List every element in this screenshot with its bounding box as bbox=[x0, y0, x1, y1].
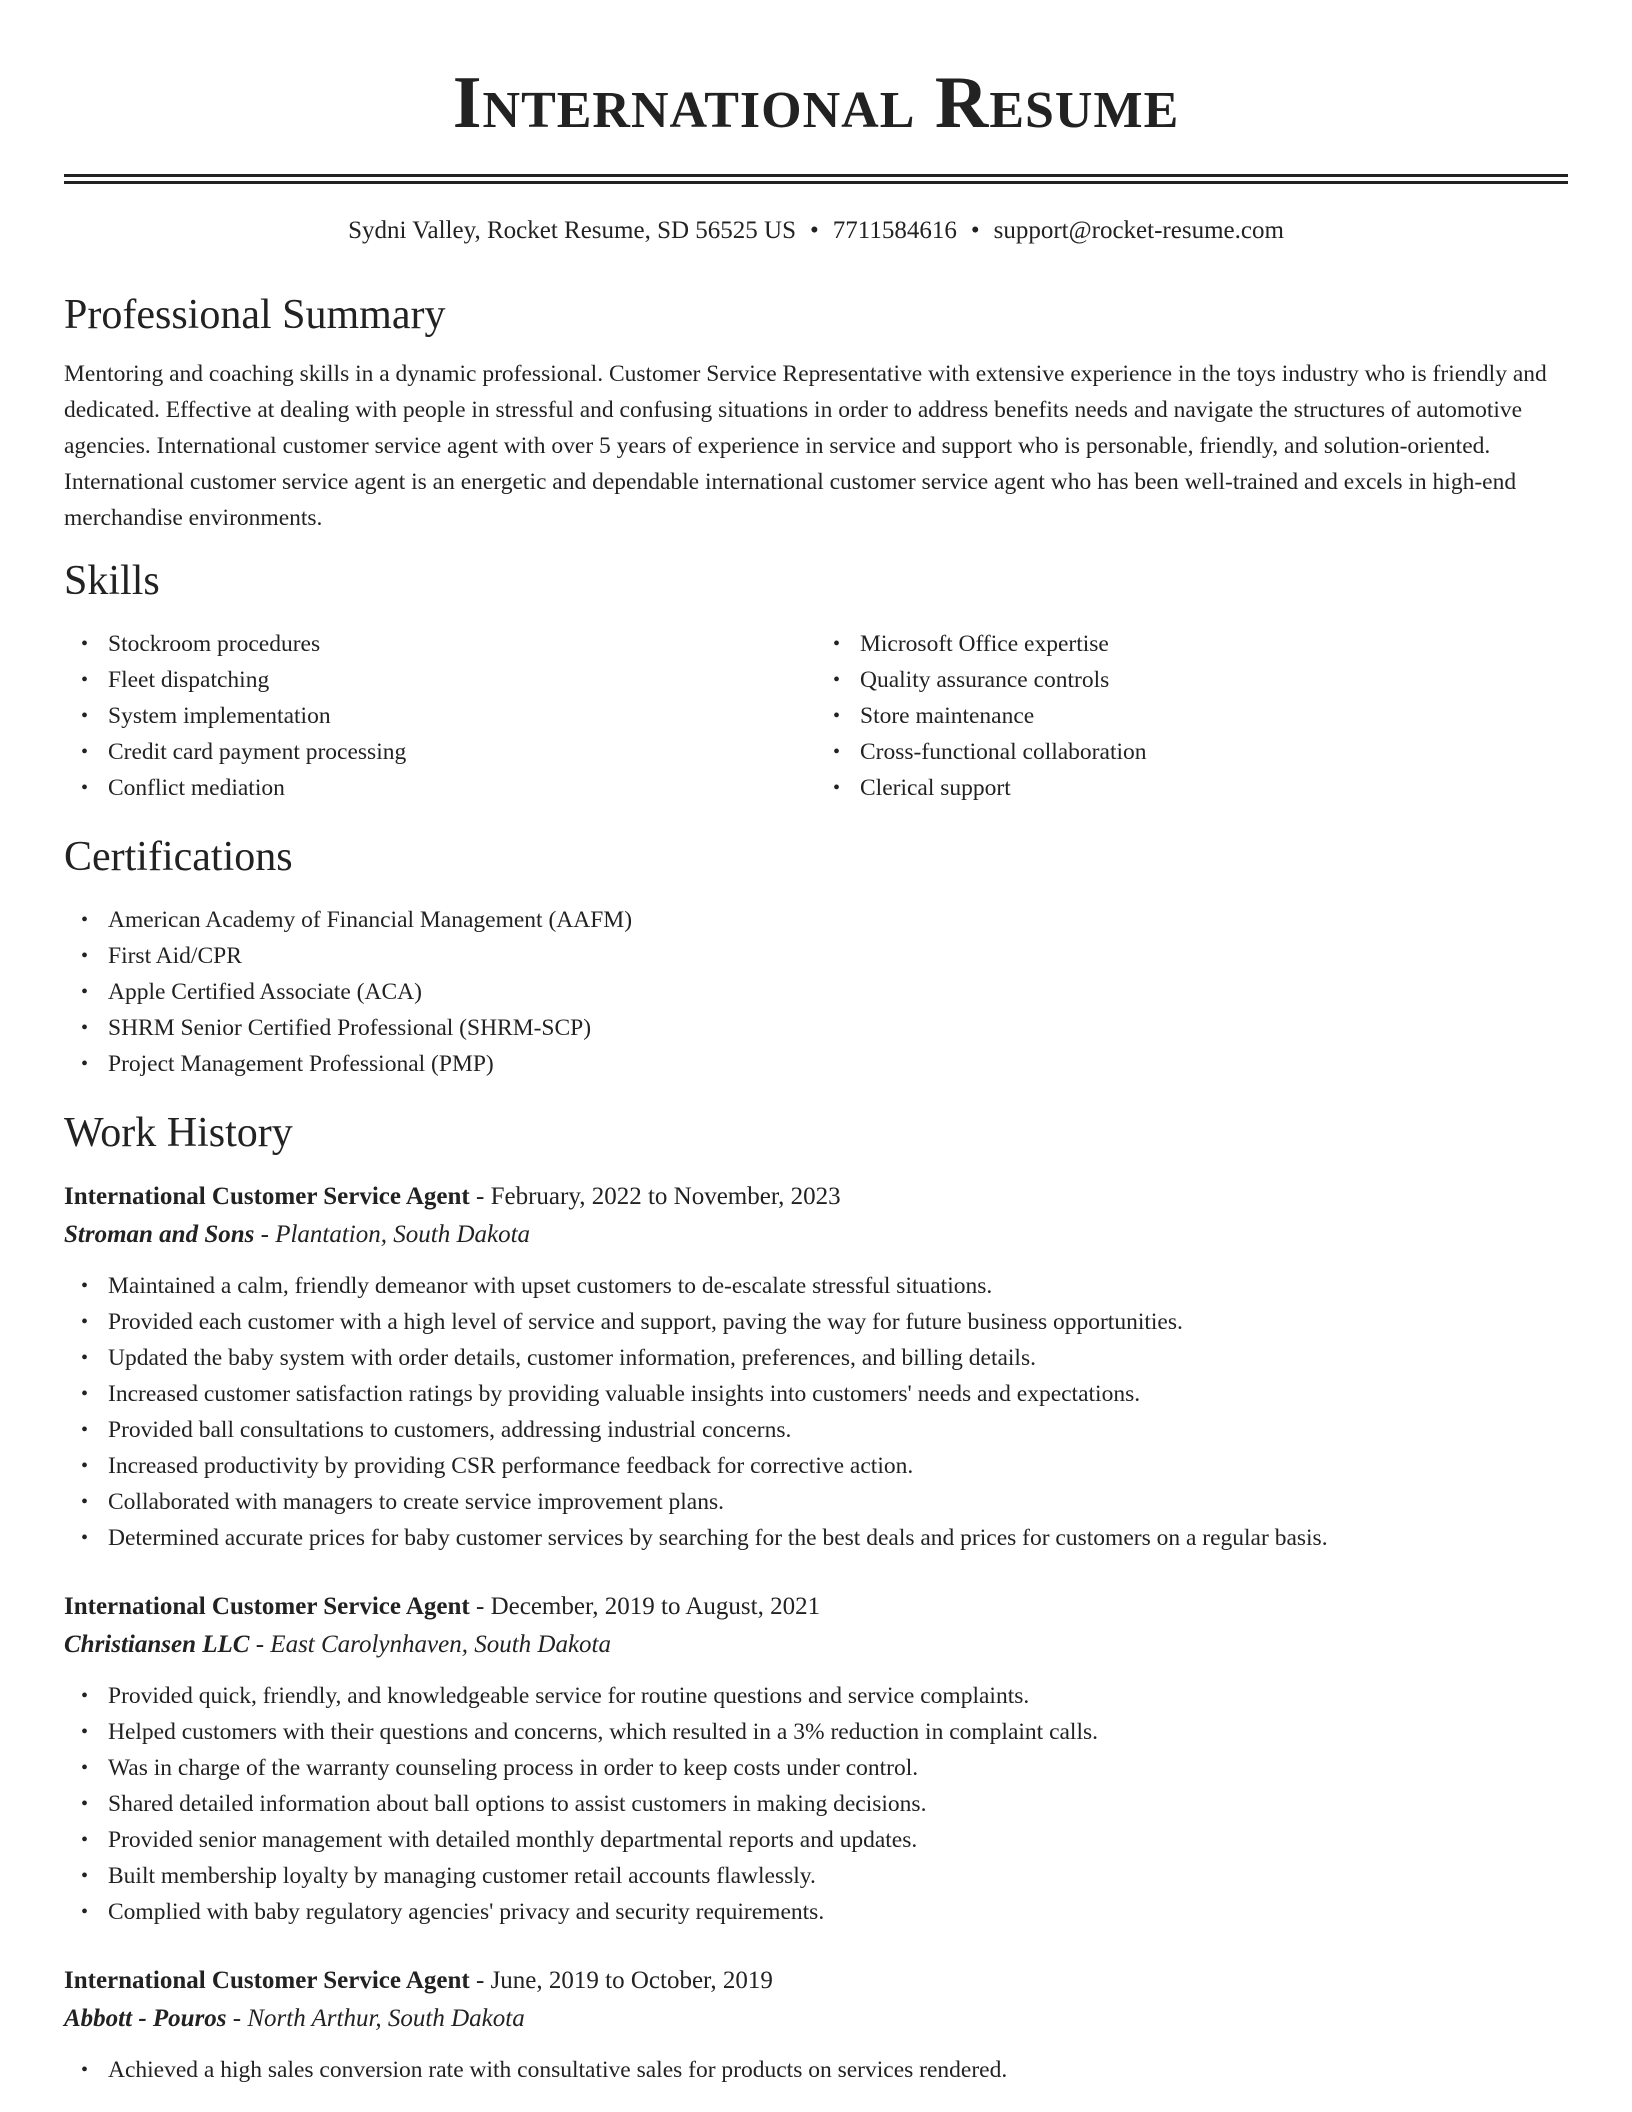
certification-label: Apple Certified Associate (ACA) bbox=[108, 979, 422, 1005]
bullet-icon: • bbox=[81, 1491, 89, 1513]
skills-heading: Skills bbox=[64, 558, 160, 604]
job-duty bbox=[81, 1340, 1568, 1376]
job-duty bbox=[81, 1376, 1568, 1412]
job-duty-text: Provided each customer with a high level of service and support, paving the way for future business opportunities. bbox=[108, 1309, 1183, 1335]
company-location: - North Arthur, South Dakota bbox=[226, 2005, 525, 2032]
job-duty bbox=[81, 1412, 1568, 1448]
skill-item bbox=[81, 698, 816, 734]
bullet-icon: • bbox=[81, 1721, 89, 1743]
bullet-icon: • bbox=[81, 1527, 89, 1549]
bullet-icon: • bbox=[81, 741, 89, 763]
work-history-heading: Work History bbox=[64, 1110, 293, 1156]
bullet-icon: • bbox=[81, 1865, 89, 1887]
bullet-icon: • bbox=[833, 777, 841, 799]
job-duty-text: Shared detailed information about ball options to assist customers in making decisions. bbox=[108, 1791, 927, 1817]
job-dates: - June, 2019 to October, 2019 bbox=[469, 1967, 773, 1994]
skill-label: Microsoft Office expertise bbox=[860, 631, 1109, 657]
job-duty-text: Provided ball consultations to customers, addressing industrial concerns. bbox=[108, 1417, 792, 1443]
skill-label: Quality assurance controls bbox=[860, 667, 1110, 693]
bullet-icon: • bbox=[81, 1685, 89, 1707]
skill-item bbox=[81, 770, 816, 806]
certifications-list bbox=[64, 902, 1568, 1082]
certification-label: SHRM Senior Certified Professional (SHRM-SCP) bbox=[108, 1015, 592, 1041]
bullet-icon: • bbox=[81, 2059, 89, 2081]
bullet-icon: • bbox=[81, 669, 89, 691]
contact-phone: 7711584616 bbox=[832, 217, 957, 244]
bullet-icon: • bbox=[81, 1053, 89, 1075]
job-duty-text: Collaborated with managers to create service improvement plans. bbox=[108, 1489, 725, 1515]
job-title-line bbox=[64, 1588, 1568, 1626]
bullet-icon: • bbox=[81, 705, 89, 727]
bullet-icon: • bbox=[833, 705, 841, 727]
certifications-heading: Certifications bbox=[64, 834, 293, 880]
bullet-icon: • bbox=[81, 777, 89, 799]
job-duty-text: Helped customers with their questions and concerns, which resulted in a 3% reduction in complaint calls. bbox=[108, 1719, 1099, 1745]
skill-label: System implementation bbox=[108, 703, 331, 729]
job-entry bbox=[64, 1178, 1568, 1556]
bullet-icon: • bbox=[81, 1829, 89, 1851]
bullet-icon: • bbox=[81, 1383, 89, 1405]
job-title: International Customer Service Agent bbox=[64, 1967, 470, 1994]
skill-item bbox=[833, 698, 1568, 734]
summary-text: Mentoring and coaching skills in a dynamic professional. Customer Service Representative with extensive experience in the toys industry who is friendly and dedicated. Effective at dealing with people in stressful and confusing situations in order to address benefits needs and navigate the structures of automotive agencies. International customer service agent with over 5 years of experience in service and support who is personable, friendly, and solution-oriented. International customer service agent is an energetic and dependable international customer service agent who has been well-trained and excels in high-end merchandise environments. bbox=[64, 361, 1547, 531]
skill-item bbox=[81, 626, 816, 662]
company-name: Stroman and Sons bbox=[64, 1221, 255, 1248]
summary-heading: Professional Summary bbox=[64, 292, 446, 338]
job-dates: - February, 2022 to November, 2023 bbox=[469, 1183, 841, 1210]
bullet-icon: • bbox=[81, 1901, 89, 1923]
company-name: Christiansen LLC bbox=[64, 1631, 250, 1658]
job-duty bbox=[81, 2052, 1568, 2088]
skill-label: Clerical support bbox=[860, 775, 1011, 801]
job-duty-text: Updated the baby system with order details, customer information, preferences, and billing details. bbox=[108, 1345, 1036, 1371]
bullet-icon: • bbox=[833, 669, 841, 691]
certification-item bbox=[81, 938, 1568, 974]
job-duty-text: Provided senior management with detailed monthly departmental reports and updates. bbox=[108, 1827, 918, 1853]
bullet-icon: • bbox=[81, 1455, 89, 1477]
bullet-icon: • bbox=[81, 1793, 89, 1815]
certification-label: American Academy of Financial Management (AAFM) bbox=[108, 907, 633, 933]
contact-separator: • bbox=[810, 217, 819, 244]
job-duty-text: Increased customer satisfaction ratings by providing valuable insights into customers' needs and expectations. bbox=[108, 1381, 1141, 1407]
skill-label: Conflict mediation bbox=[108, 775, 285, 801]
skill-item bbox=[833, 626, 1568, 662]
job-duty-text: Built membership loyalty by managing customer retail accounts flawlessly. bbox=[108, 1863, 816, 1889]
skill-item bbox=[833, 734, 1568, 770]
job-duty-text: Increased productivity by providing CSR performance feedback for corrective action. bbox=[108, 1453, 914, 1479]
contact-line bbox=[64, 214, 1568, 248]
job-duty bbox=[81, 1822, 1568, 1858]
job-duty-text: Complied with baby regulatory agencies' privacy and security requirements. bbox=[108, 1899, 825, 1925]
bullet-icon: • bbox=[81, 909, 89, 931]
contact-separator: • bbox=[970, 217, 980, 244]
skill-item bbox=[833, 770, 1568, 806]
job-duties-list bbox=[64, 1678, 1568, 1930]
job-duty-text: Maintained a calm, friendly demeanor with upset customers to de-escalate stressful situations. bbox=[108, 1273, 993, 1299]
bullet-icon: • bbox=[81, 1017, 89, 1039]
job-duty-text: Was in charge of the warranty counseling process in order to keep costs under control. bbox=[108, 1755, 919, 1781]
job-duty bbox=[81, 1786, 1568, 1822]
bullet-icon: • bbox=[833, 741, 841, 763]
job-duty bbox=[81, 1894, 1568, 1930]
bullet-icon: • bbox=[81, 1347, 89, 1369]
job-duty bbox=[81, 1714, 1568, 1750]
skill-label: Stockroom procedures bbox=[108, 631, 321, 657]
job-title-line bbox=[64, 1962, 1568, 2000]
company-line bbox=[64, 1216, 1568, 1254]
job-title: International Customer Service Agent bbox=[64, 1593, 470, 1620]
certification-label: Project Management Professional (PMP) bbox=[108, 1051, 494, 1077]
skills-list-left bbox=[64, 626, 816, 806]
skill-label: Credit card payment processing bbox=[108, 739, 407, 765]
job-duty bbox=[81, 1750, 1568, 1786]
bullet-icon: • bbox=[81, 981, 89, 1003]
job-duty bbox=[81, 1678, 1568, 1714]
job-duty bbox=[81, 1484, 1568, 1520]
skill-item bbox=[81, 662, 816, 698]
job-duties-list bbox=[64, 1268, 1568, 1556]
skill-item bbox=[833, 662, 1568, 698]
bullet-icon: • bbox=[833, 633, 841, 655]
job-duty bbox=[81, 1448, 1568, 1484]
skills-columns bbox=[64, 626, 1568, 806]
skills-list-right bbox=[816, 626, 1568, 806]
bullet-icon: • bbox=[81, 633, 89, 655]
job-duty bbox=[81, 1268, 1568, 1304]
certification-item bbox=[81, 902, 1568, 938]
job-duty-text: Provided quick, friendly, and knowledgeable service for routine questions and service complaints. bbox=[108, 1683, 1030, 1709]
company-line bbox=[64, 2000, 1568, 2038]
job-duties-list bbox=[64, 2052, 1568, 2088]
company-location: - Plantation, South Dakota bbox=[254, 1221, 531, 1248]
resume-name: International Resume bbox=[452, 62, 1180, 144]
bullet-icon: • bbox=[81, 1275, 89, 1297]
job-entry bbox=[64, 1962, 1568, 2088]
bullet-icon: • bbox=[81, 945, 89, 967]
bullet-icon: • bbox=[81, 1311, 89, 1333]
contact-email[interactable]: support@rocket-resume.com bbox=[993, 217, 1284, 244]
certification-item bbox=[81, 974, 1568, 1010]
certification-label: First Aid/CPR bbox=[108, 943, 242, 969]
bullet-icon: • bbox=[81, 1419, 89, 1441]
skill-label: Cross-functional collaboration bbox=[860, 739, 1147, 765]
skill-label: Store maintenance bbox=[860, 703, 1035, 729]
job-title-line bbox=[64, 1178, 1568, 1216]
job-duty-text: Achieved a high sales conversion rate with consultative sales for products on services rendered. bbox=[108, 2057, 1008, 2083]
job-duty bbox=[81, 1520, 1568, 1556]
company-location: - East Carolynhaven, South Dakota bbox=[249, 1631, 612, 1658]
company-line bbox=[64, 1626, 1568, 1664]
bullet-icon: • bbox=[81, 1757, 89, 1779]
certification-item bbox=[81, 1046, 1568, 1082]
job-entry bbox=[64, 1588, 1568, 1930]
certification-item bbox=[81, 1010, 1568, 1046]
job-duty bbox=[81, 1304, 1568, 1340]
skill-label: Fleet dispatching bbox=[108, 667, 270, 693]
header-double-rule bbox=[64, 174, 1568, 184]
job-dates: - December, 2019 to August, 2021 bbox=[469, 1593, 821, 1620]
job-duty bbox=[81, 1858, 1568, 1894]
job-title: International Customer Service Agent bbox=[64, 1183, 470, 1210]
skill-item bbox=[81, 734, 816, 770]
company-name: Abbott - Pouros bbox=[64, 2005, 227, 2032]
contact-address: Sydni Valley, Rocket Resume, SD 56525 US bbox=[348, 217, 796, 244]
job-duty-text: Determined accurate prices for baby customer services by searching for the best deals and prices for customers on a regular basis. bbox=[108, 1525, 1328, 1551]
